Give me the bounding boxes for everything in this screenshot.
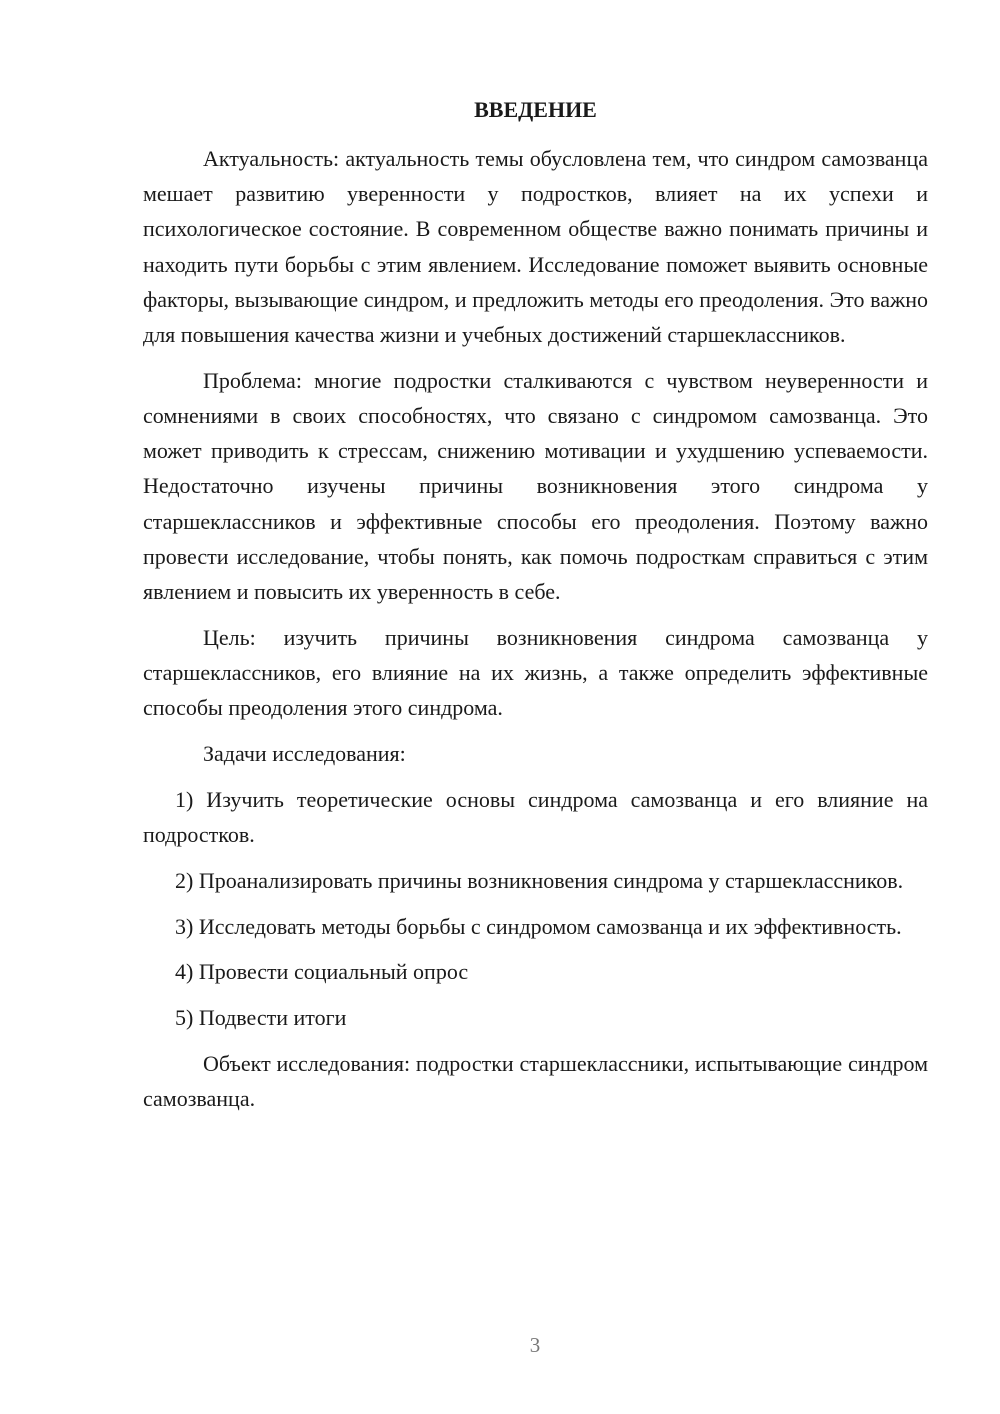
tasks-title: Задачи исследования:	[203, 741, 406, 767]
section-heading: ВВЕДЕНИЕ	[474, 97, 597, 122]
task-item-5: 5) Подвести итоги	[175, 1005, 347, 1031]
relevance-paragraph: Актуальность: актуальность темы обусловлена тем, что синдром самозванца мешает развитию уверенности у подростков, влияет на их успехи и психологическое состояние. В современном обществе важно понимать причины и находить пути борьбы с этим явлением. Исследование поможет выявить основные факторы, вызывающие синдром, и предложить методы его преодоления. Это важно для повышения качества жизни и учебных достижений старшеклассников.	[143, 146, 928, 348]
task-item-2: 2) Проанализировать причины возникновения синдрома у старшеклассников.	[175, 867, 904, 893]
problem-paragraph: Проблема: многие подростки сталкиваются с чувством неуверенности и сомнениями в своих способностях, что связано с синдромом самозванца. Это может приводить к стрессам, снижению мотивации и ухудшению успеваемости. Недостаточно изучены причины возникновения этого синдрома у старшеклассников и эффективные способы его преодоления. Поэтому важно провести исследование, чтобы понять, как помочь подросткам справиться с этим явлением и повысить их уверенность в себе.	[143, 367, 928, 605]
task-item-3: 3) Исследовать методы борьбы с синдромом самозванца и их эффективность.	[175, 913, 902, 939]
object-paragraph: Объект исследования: подростки старшеклассники, испытывающие синдром самозванца.	[143, 1051, 928, 1112]
page-content	[143, 93, 928, 1127]
goal-paragraph: Цель: изучить причины возникновения синдрома самозванца у старшеклассников, его влияние на их жизнь, а также определить эффективные способы преодоления этого синдрома.	[143, 624, 928, 721]
page-number: 3	[529, 1333, 541, 1357]
task-item-1: 1) Изучить теоретические основы синдрома самозванца и его влияние на подростков.	[143, 786, 928, 848]
task-item-4: 4) Провести социальный опрос	[175, 959, 469, 985]
